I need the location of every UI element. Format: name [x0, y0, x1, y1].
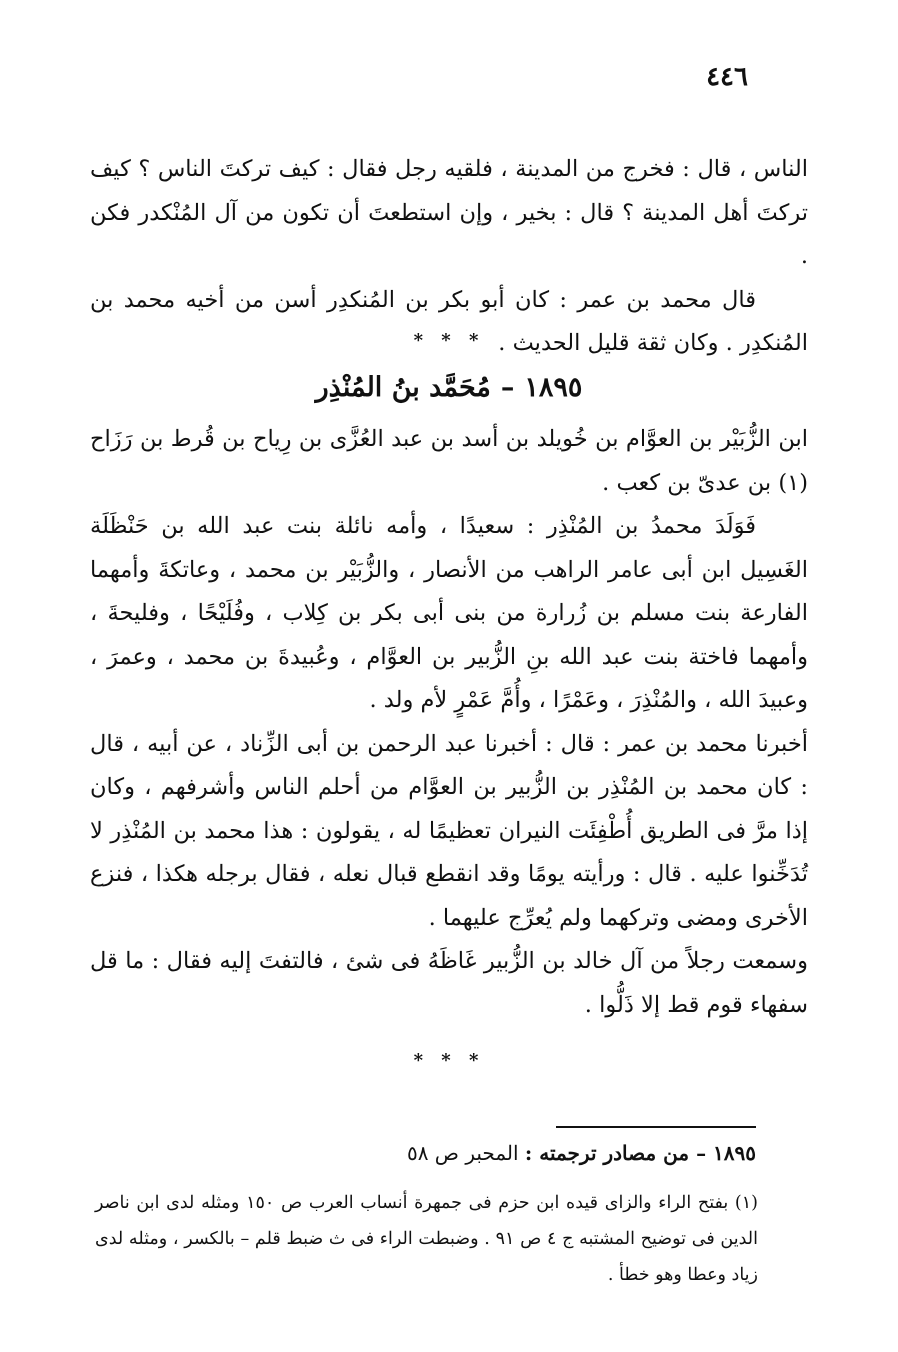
section-separator: * * * [413, 330, 485, 351]
footnote: (١) بفتح الراء والزاى قيده ابن حزم فى جمهرة أنساب العرب ص ١٥٠ ومثله لدى ابن ناصر الدين فى توضيح المشتبه ج ٤ ص ٩١ . وضبطت الراء فى ث ضبط قلم – بالكسر ، ومثله لدى زياد وعطا وهو خطأ . [95, 1193, 758, 1285]
footnote-rule [556, 1126, 756, 1128]
entry-text-block [90, 418, 808, 1027]
paragraph-children: فَوَلَدَ محمدُ بن المُنْذِر : سعيدًا ، وأمه نائلة بنت عبد الله بن حَنْظَلَة الغَسِيل ابن أبى عامر الراهب من الأنصار ، والزُّبَيْر بن محمد ، وعاتكةَ وأمهما الفارعة بنت مسلم بن زُرارة من بنى أبى بكر بن كِلاب ، وفُلَيْحًا ، وفليحةَ ، وأمهما فاختة بنت عبد الله بنِ الزُّبير بن العوَّام ، وعُبيدةَ بن محمد ، وعمرَ ، وعبيدَ الله ، والمُنْذِرَ ، وعَمْرًا ، وأُمَّ عَمْرٍ لأم ولد . [90, 513, 808, 713]
paragraph-anecdote: وسمعت رجلاً من آل خالد بن الزُّبير غَاظَهُ فى شئ ، فالتفتَ إليه فقال : ما قل سفهاء قوم قط إلا ذَلُّوا . [90, 948, 808, 1018]
source-note-text: المحبر ص ٥٨ [406, 1141, 519, 1165]
page-number: ٤٤٦ [706, 62, 748, 92]
entry-heading [90, 372, 808, 403]
entry-number: ١٨٩٥ [524, 372, 583, 403]
source-note-label: ١٨٩٥ – من مصادر ترجمته : [524, 1141, 756, 1165]
paragraph-narration: أخبرنا محمد بن عمر : قال : أخبرنا عبد الرحمن بن أبى الزِّناد ، عن أبيه ، قال : كان محمد بن المُنْذِر بن الزُّبير بن العوَّام من أحلم الناس وأشرفهم ، وكان إذا مرَّ فى الطريق أُطْفِئَت النيران تعظيمًا له ، يقولون : هذا محمد بن المُنْذِر لا تُدَخِّنوا عليه . قال : ورأيته يومًا وقد انقطع قبال نعله ، فقال برجله هكذا ، فنزع الأخرى ومضى وتركهما ولم يُعرِّج عليهما . [90, 730, 808, 931]
paragraph-lineage: ابن الزُّبَيْر بن العوَّام بن خُويلد بن أسد بن عبد العُزَّى بن رِياح بن قُرط بن رَزَاح (١) بن عدىّ بن كعب . [90, 426, 808, 496]
heading-dash: – [500, 372, 515, 403]
source-note [110, 1138, 756, 1168]
entry-name: مُحَمَّد بنُ المُنْذِر [315, 372, 491, 403]
section-separator-end: * * * [413, 1050, 485, 1071]
paragraph-continuation: الناس ، قال : فخرج من المدينة ، فلقيه رجل فقال : كيف تركتَ الناس ؟ كيف تركتَ أهل المدينة ؟ قال : بخير ، وإن استطعتَ أن تكون من آل المُنْكدر فكن . [90, 156, 808, 269]
paragraph-abu-bakr: قال محمد بن عمر : كان أبو بكر بن المُنكدِر أسن من أخيه محمد بن المُنكدِر . وكان ثقة قليل الحديث . [90, 286, 808, 356]
